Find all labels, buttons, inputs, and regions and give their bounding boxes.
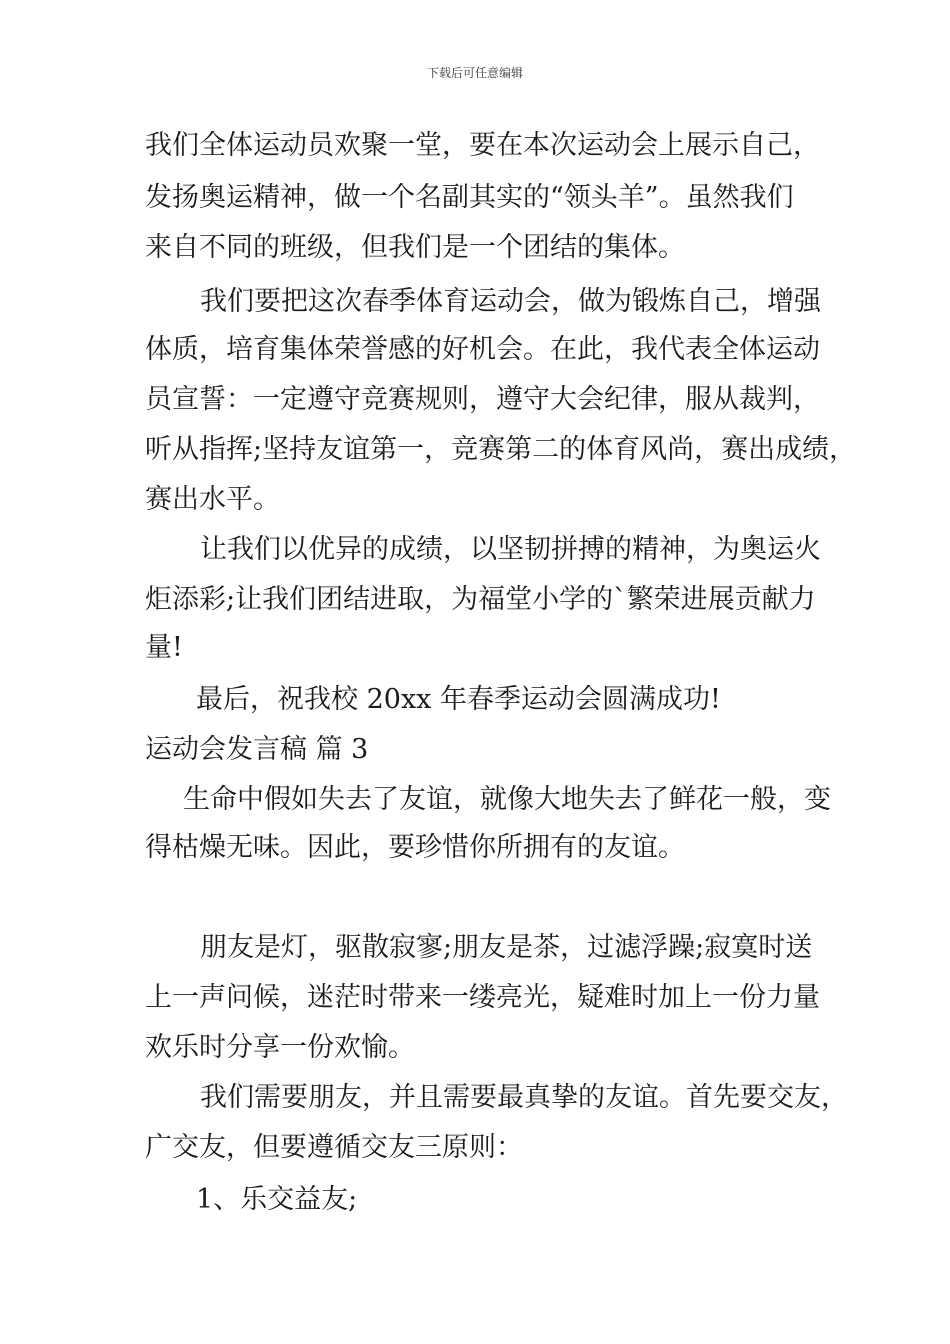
text-line: 来自不同的班级，但我们是一个团结的集体。 (145, 232, 685, 263)
text-line: 体质，培育集体荣誉感的好机会。在此，我代表全体运动 (145, 334, 820, 365)
paragraph-first-line: 我们要把这次春季体育运动会，做为锻炼自己，增强 (200, 286, 821, 317)
paragraph-first-line: 让我们以优异的成绩，以坚韧拼搏的精神，为奥运火 (200, 534, 821, 565)
text-line: 上一声问候，迷茫时带来一缕亮光，疑难时加上一份力量 (145, 982, 820, 1013)
paragraph-first-line: 生命中假如失去了友谊，就像大地失去了鲜花一般，变 (183, 784, 831, 815)
text-line: 员宣誓：一定遵守竞赛规则，遵守大会纪律，服从裁判， (145, 384, 820, 415)
text-line: 欢乐时分享一份欢愉。 (145, 1032, 415, 1063)
text-line: 量! (145, 632, 183, 663)
page-header: 下载后可任意编辑 (426, 66, 523, 80)
text-line: 广交友，但要遵循交友三原则： (145, 1132, 523, 1163)
text-line: 听从指挥;坚持友谊第一，竞赛第二的体育风尚，赛出成绩， (145, 434, 857, 465)
paragraph-first-line: 最后，祝我校 20xx 年春季运动会圆满成功! (196, 684, 721, 715)
text-line: 我们全体运动员欢聚一堂，要在本次运动会上展示自己， (145, 130, 820, 161)
section-heading: 运动会发言稿 篇 3 (145, 734, 369, 765)
text-line: 发扬奥运精神，做一个名副其实的“领头羊”。虽然我们 (145, 182, 794, 213)
text-line: 赛出水平。 (145, 484, 280, 515)
text-line: 得枯燥无味。因此，要珍惜你所拥有的友谊。 (145, 832, 685, 863)
paragraph-first-line: 我们需要朋友，并且需要最真挚的友谊。首先要交友， (200, 1082, 848, 1113)
list-item: 1、乐交益友; (196, 1184, 358, 1215)
paragraph-first-line: 朋友是灯，驱散寂寥;朋友是茶，过滤浮躁;寂寞时送 (200, 932, 813, 963)
text-line: 炬添彩;让我们团结进取，为福堂小学的`繁荣进展贡献力 (145, 584, 816, 615)
